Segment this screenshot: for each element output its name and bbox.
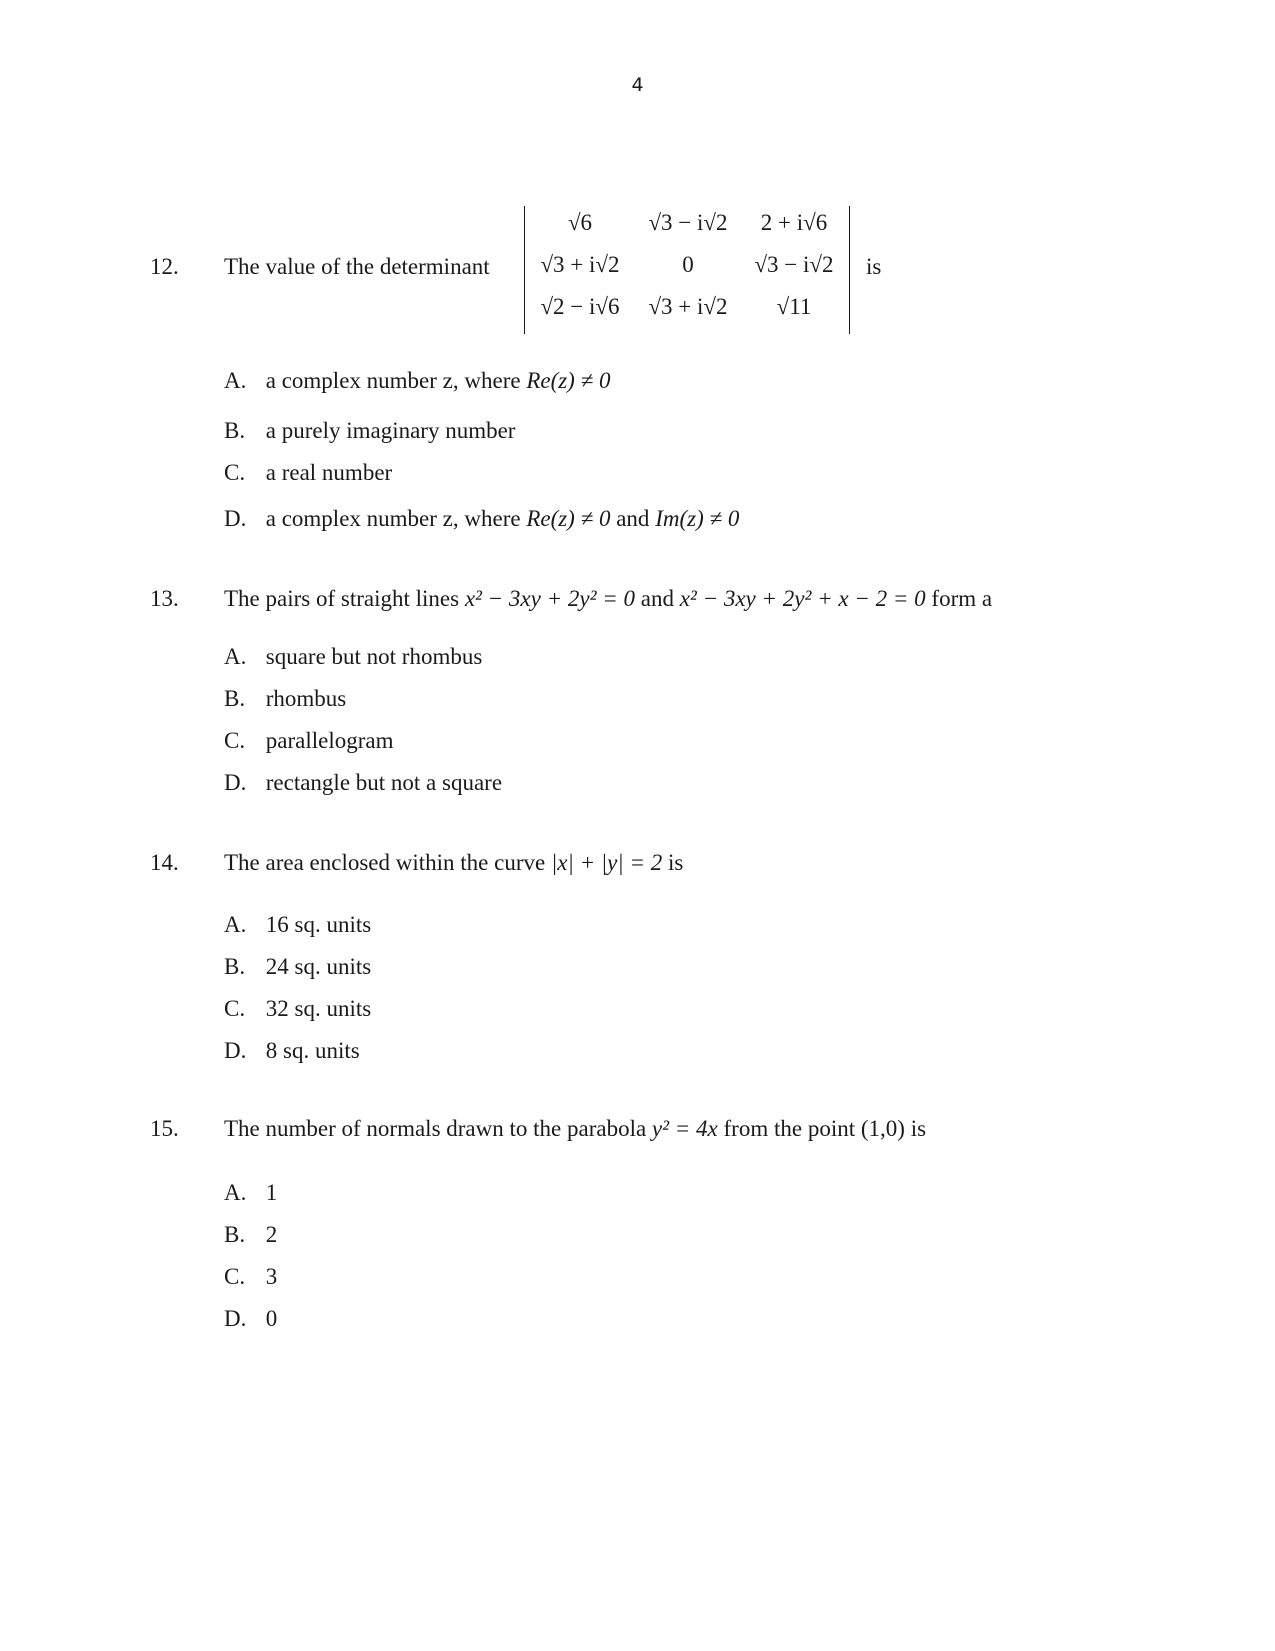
option-d[interactable] — [224, 770, 502, 796]
option-text: 16 sq. units — [265, 912, 372, 937]
option-b[interactable] — [224, 686, 346, 712]
equation: x² − 3xy + 2y² = 0 — [464, 586, 635, 611]
stem-suffix: is — [667, 850, 684, 875]
option-letter: C. — [224, 728, 246, 753]
equation: y² = 4x — [651, 1116, 718, 1141]
option-letter: D. — [224, 506, 247, 531]
option-letter: A. — [224, 1180, 247, 1205]
option-letter: B. — [224, 418, 246, 443]
option-text: parallelogram — [265, 728, 394, 753]
option-letter: B. — [224, 686, 246, 711]
matrix-cell: √3 − i√2 — [648, 210, 728, 235]
option-a[interactable] — [224, 644, 482, 670]
option-math: Re(z) ≠ 0 — [526, 506, 611, 531]
option-letter: B. — [224, 954, 246, 979]
page-number: 4 — [631, 74, 644, 96]
option-b[interactable] — [224, 1222, 277, 1248]
option-letter: D. — [224, 770, 247, 795]
option-letter: C. — [224, 460, 246, 485]
matrix-cell: 2 + i√6 — [760, 210, 828, 235]
stem-text: The area enclosed within the curve — [224, 850, 546, 875]
option-text: 8 sq. units — [265, 1038, 360, 1063]
option-text: 24 sq. units — [265, 954, 372, 979]
option-text: 32 sq. units — [265, 996, 372, 1021]
option-b[interactable] — [224, 418, 515, 444]
question-number: 14. — [150, 850, 179, 875]
option-letter: C. — [224, 996, 246, 1021]
stem-suffix: form a — [931, 586, 993, 611]
option-letter: A. — [224, 912, 247, 937]
question-number: 13. — [150, 586, 179, 611]
option-text: a purely imaginary number — [265, 418, 516, 443]
option-letter: B. — [224, 1222, 246, 1247]
option-d[interactable] — [224, 506, 739, 532]
question-number: 15. — [150, 1116, 179, 1141]
determinant-matrix — [524, 206, 850, 334]
option-joiner: and — [616, 506, 650, 531]
question-stem — [224, 850, 683, 876]
option-c[interactable] — [224, 460, 392, 486]
equation: |x| + |y| = 2 — [550, 850, 663, 875]
matrix-cell: √2 − i√6 — [540, 294, 620, 319]
option-text: 0 — [265, 1306, 278, 1331]
stem-joiner: and — [640, 586, 674, 611]
matrix-cell: √11 — [776, 294, 812, 319]
matrix-cell: √3 + i√2 — [540, 252, 620, 277]
question-stem: The value of the determinant — [224, 254, 490, 279]
matrix-cell: √6 — [567, 210, 593, 235]
option-letter: D. — [224, 1038, 247, 1063]
question-number: 12. — [150, 254, 179, 279]
option-text: rectangle but not a square — [265, 770, 503, 795]
equation: x² − 3xy + 2y² + x − 2 = 0 — [679, 586, 926, 611]
option-math: Im(z) ≠ 0 — [655, 506, 740, 531]
stem-text: The number of normals drawn to the parabola — [224, 1116, 647, 1141]
matrix-cell: √3 − i√2 — [754, 252, 834, 277]
question-stem-suffix: is — [866, 254, 882, 279]
option-letter: D. — [224, 1306, 247, 1331]
stem-text: The pairs of straight lines — [224, 586, 460, 611]
option-d[interactable] — [224, 1038, 360, 1064]
option-text: 1 — [265, 1180, 278, 1205]
option-b[interactable] — [224, 954, 371, 980]
option-c[interactable] — [224, 728, 393, 754]
stem-middle: from the point — [723, 1116, 856, 1141]
option-text: a real number — [265, 460, 393, 485]
option-letter: A. — [224, 368, 247, 393]
question-stem — [224, 1116, 926, 1142]
option-d[interactable] — [224, 1306, 277, 1332]
question-stem — [224, 586, 992, 612]
point-coordinates: (1,0) — [860, 1116, 905, 1141]
option-letter: C. — [224, 1264, 246, 1289]
matrix-cell: √3 + i√2 — [648, 294, 728, 319]
option-text: rhombus — [265, 686, 347, 711]
option-text: 3 — [265, 1264, 278, 1289]
option-math: Re(z) ≠ 0 — [526, 368, 611, 393]
option-text: a complex number z, where — [265, 368, 521, 393]
option-text: square but not rhombus — [265, 644, 483, 669]
matrix-cell: 0 — [682, 252, 694, 277]
option-letter: A. — [224, 644, 247, 669]
option-text: a complex number z, where — [265, 506, 521, 531]
option-a[interactable] — [224, 912, 371, 938]
option-a[interactable] — [224, 1180, 277, 1206]
option-c[interactable] — [224, 1264, 277, 1290]
stem-suffix: is — [910, 1116, 927, 1141]
option-text: 2 — [265, 1222, 278, 1247]
option-c[interactable] — [224, 996, 371, 1022]
option-a[interactable] — [224, 368, 610, 394]
